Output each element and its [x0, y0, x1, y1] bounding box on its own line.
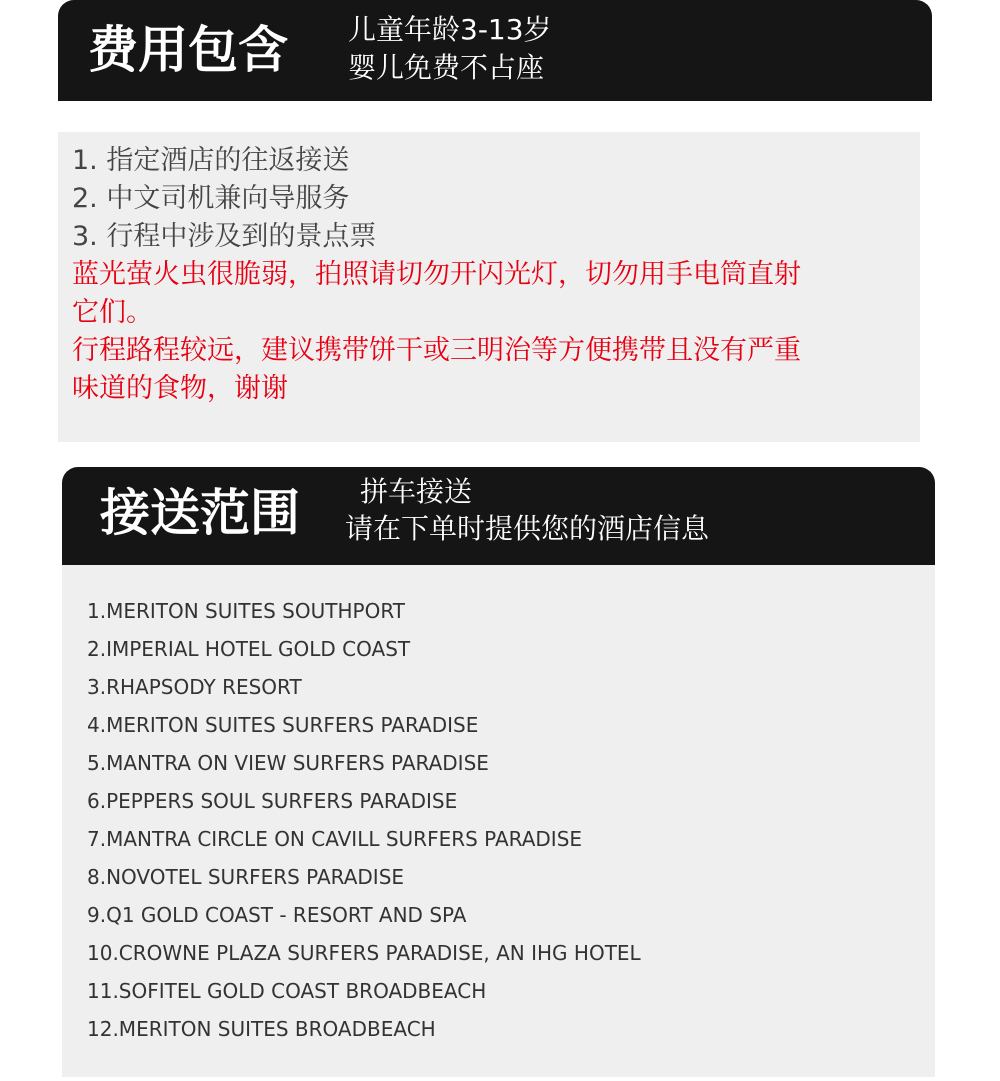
fee-item: 3. 行程中涉及到的景点票	[72, 221, 377, 252]
fee-note: 它们。	[72, 297, 153, 328]
fee-section-subtitle-infant: 婴儿免费不占座	[348, 51, 545, 84]
hotel-list-item: 4.MERITON SUITES SURFERS PARADISE	[87, 713, 479, 737]
hotel-list-item: 8.NOVOTEL SURFERS PARADISE	[87, 865, 405, 889]
fee-note: 味道的食物，谢谢	[72, 373, 288, 404]
hotel-list-item: 12.MERITON SUITES BROADBEACH	[87, 1017, 436, 1041]
hotel-list-item: 1.MERITON SUITES SOUTHPORT	[87, 599, 405, 623]
pickup-section-title: 接送范围	[100, 484, 300, 542]
hotel-list-item: 7.MANTRA CIRCLE ON CAVILL SURFERS PARADISE	[87, 827, 583, 851]
pickup-hotel-list	[62, 565, 935, 1077]
pickup-section-header	[62, 467, 935, 565]
fee-note: 蓝光萤火虫很脆弱，拍照请切勿开闪光灯，切勿用手电筒直射	[72, 259, 801, 290]
hotel-list-item: 6.PEPPERS SOUL SURFERS PARADISE	[87, 789, 458, 813]
hotel-list-item: 3.RHAPSODY RESORT	[87, 675, 302, 699]
fee-item: 1. 指定酒店的往返接送	[72, 145, 350, 176]
hotel-list-item: 5.MANTRA ON VIEW SURFERS PARADISE	[87, 751, 489, 775]
fee-section-header	[58, 0, 932, 101]
fee-section-title: 费用包含	[88, 21, 288, 79]
hotel-list-item: 10.CROWNE PLAZA SURFERS PARADISE, AN IHG HOTEL	[87, 941, 641, 965]
fee-note: 行程路程较远，建议携带饼干或三明治等方便携带且没有严重	[72, 335, 801, 366]
pickup-section-subtitle-shared: 拼车接送	[360, 475, 473, 508]
fee-item: 2. 中文司机兼向导服务	[72, 183, 350, 214]
fee-section-panel	[58, 132, 920, 442]
hotel-list-item: 9.Q1 GOLD COAST - RESORT AND SPA	[87, 903, 467, 927]
fee-section-subtitle-age: 儿童年龄3-13岁	[348, 13, 552, 46]
hotel-list-item: 11.SOFITEL GOLD COAST BROADBEACH	[87, 979, 487, 1003]
hotel-list-item: 2.IMPERIAL HOTEL GOLD COAST	[87, 637, 411, 661]
pickup-section-subtitle-hotel-info: 请在下单时提供您的酒店信息	[345, 512, 710, 545]
